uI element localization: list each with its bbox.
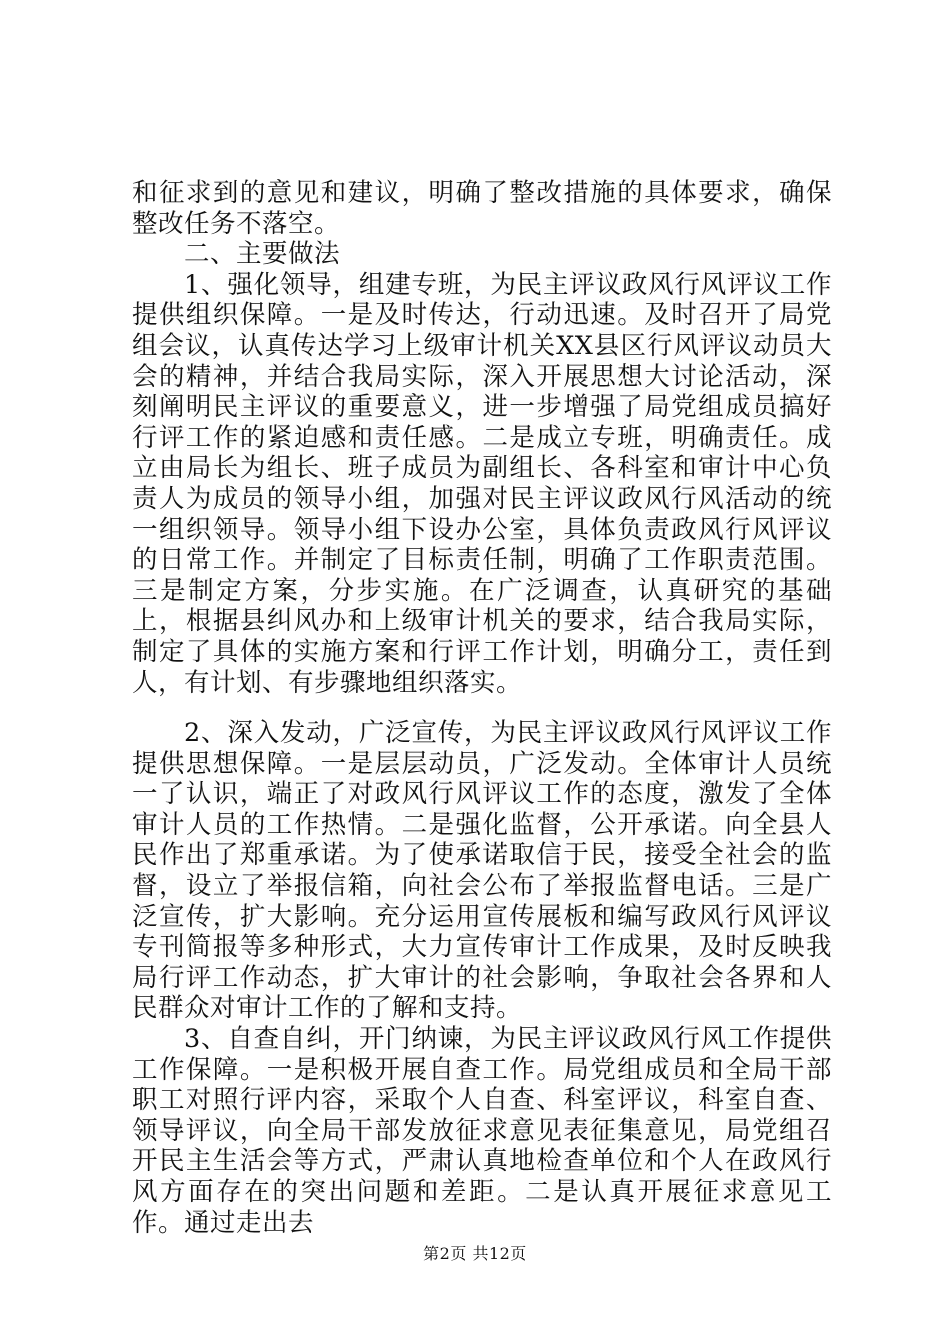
page-footer: 第2页 共12页 — [423, 1244, 527, 1263]
continued-paragraph: 和征求到的意见和建议，明确了整改措施的具体要求，确保整改任务不落空。 — [132, 178, 832, 239]
paragraph-2: 2、深入发动，广泛宣传，为民主评议政风行风评议工作提供思想保障。一是层层动员，广泛发动。全体审计人员统一了认识，端正了对政风行风评议工作的态度，激发了全体审计人员的工作热情。二是强化监督，公开承诺。向全县人民作出了郑重承诺。为了使承诺取信于民，接受全社会的监督，设立了举报信箱，向社会公布了举报监督电话。三是广泛宣传，扩大影响。充分运用宣传展板和编写政风行风评议专刊简报等多种形式，大力宣传审计工作成果，及时反映我局行评工作动态，扩大审计的社会影响，争取社会各界和人民群众对审计工作的了解和支持。 — [132, 718, 832, 1024]
document-body — [132, 178, 832, 1238]
paragraph-1: 1、强化领导，组建专班，为民主评议政风行风评议工作提供组织保障。一是及时传达，行动迅速。及时召开了局党组会议，认真传达学习上级审计机关XX县区行风评议动员大会的精神，并结合我局实际，深入开展思想大讨论活动，深刻阐明民主评议的重要意义，进一步增强了局党组成员搞好行评工作的紧迫感和责任感。二是成立专班，明确责任。成立由局长为组长、班子成员为副组长、各科室和审计中心负责人为成员的领导小组，加强对民主评议政风行风活动的统一组织领导。领导小组下设办公室，具体负责政风行风评议的日常工作。并制定了目标责任制，明确了工作职责范围。三是制定方案，分步实施。在广泛调查，认真研究的基础上，根据县纠风办和上级审计机关的要求，结合我局实际，制定了具体的实施方案和行评工作计划，明确分工，责任到人，有计划、有步骤地组织落实。 — [132, 269, 832, 698]
paragraph-3: 3、自查自纠，开门纳谏，为民主评议政风行风工作提供工作保障。一是积极开展自查工作。局党组成员和全局干部职工对照行评内容，采取个人自查、科室评议，科室自查、领导评议，向全局干部发放征求意见表征集意见，局党组召开民主生活会等方式，严肃认真地检查单位和个人在政风行风方面存在的突出问题和差距。二是认真开展征求意见工作。通过走出去 — [132, 1024, 832, 1238]
section-heading: 二、主要做法 — [184, 239, 341, 270]
